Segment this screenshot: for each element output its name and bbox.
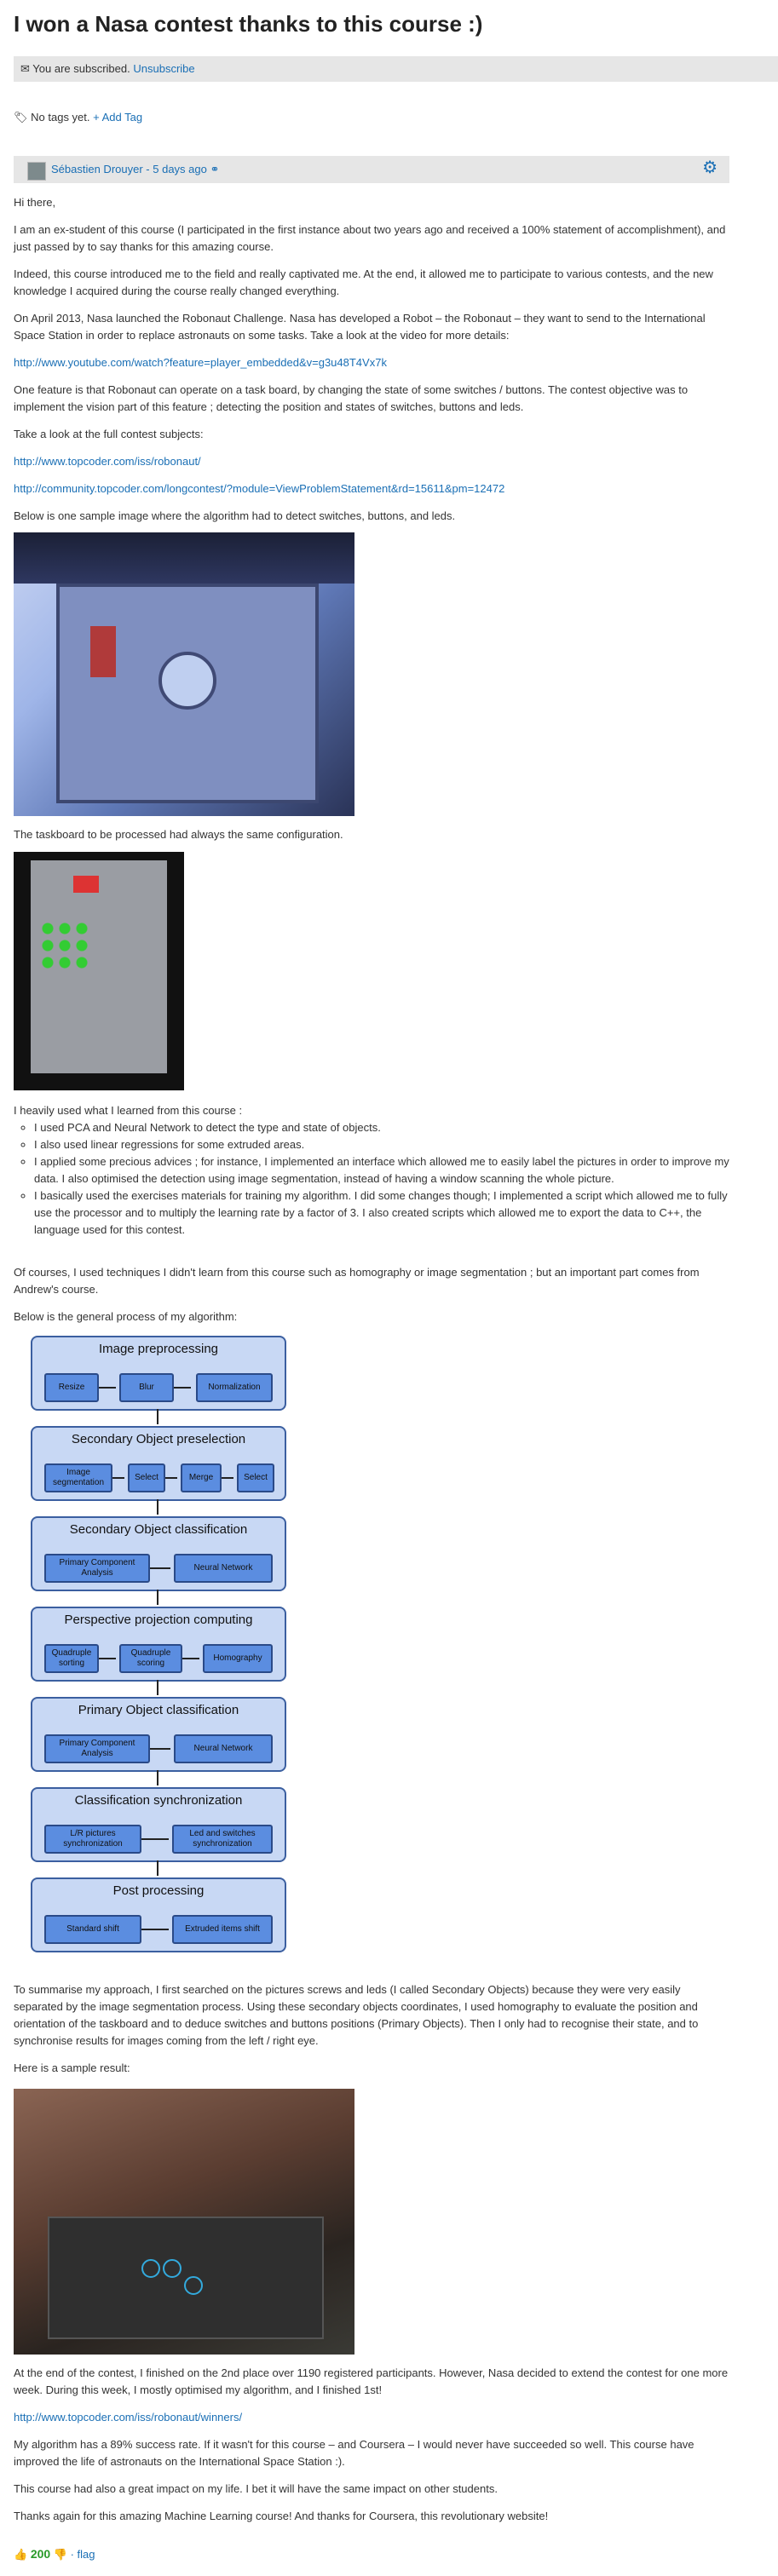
paragraph: Take a look at the full contest subjects: [14,428,204,440]
diagram-stage [31,1697,286,1772]
stage-box: Resize [44,1373,99,1402]
diagram-stage [31,1877,286,1952]
vote-count: 200 [30,2547,51,2561]
paragraph: Below is one sample image where the algorithm had to detect switches, buttons, and leds. [14,509,456,522]
stage-title: Post processing [112,1883,205,1898]
post-time-link[interactable]: 5 days ago [153,163,207,175]
stage-box: Normalization [196,1373,273,1402]
stage-box: Neural Network [174,1554,273,1583]
paragraph: Of courses, I used techniques I didn't learn from this course such as homography or image segmentation ; but an important part comes from Andrew's course. [14,1266,700,1296]
diagram-stage [31,1607,286,1682]
stage-title: Secondary Object classification [69,1522,248,1537]
stage-title: Classification synchronization [74,1793,243,1808]
stage-box: Led and switches synchronization [172,1825,273,1854]
subscription-text: You are subscribed. [32,62,130,75]
stage-title: Image preprocessing [98,1342,219,1356]
post-body [14,194,729,535]
stage-box: Quadruple sorting [44,1644,99,1673]
diagram-stage [31,1336,286,1411]
stage-box: Primary Component Analysis [44,1734,150,1763]
page-title: I won a Nasa contest thanks to this course :) [14,11,483,37]
stage-title: Primary Object classification [78,1703,239,1717]
stage-box: Select [128,1463,165,1492]
upvote-icon[interactable]: 👍 [14,2548,28,2561]
list-item: ◦ I basically used the exercises materials for training my algorithm. I did some changes though; I implemented a script which allowed me to fully use the processor and to multiply the learning rate by a factor of 3. I also created scripts which allowed me to export the data to C++, the language used for this contest. [34,1187,729,1239]
paragraph: Indeed, this course introduced me to the field and really captivated me. At the end, it allowed me to participate to various contests, and the new knowledge I acquired during the course really changed everything. [14,267,713,297]
paragraph: The taskboard to be processed had always the same configuration. [14,828,343,841]
stage-box: Primary Component Analysis [44,1554,150,1583]
list-item: ◦ I applied some precious advices ; for instance, I implemented an interface which allowed me to easily label the pictures in order to improve my data. I also optimised the detection using image segmentation, instead of having a window scanning the whole picture. [34,1153,729,1187]
stage-title: Perspective projection computing [64,1613,253,1627]
downvote-icon[interactable]: 👎 [53,2548,67,2561]
flag-link[interactable]: · flag [70,2548,95,2561]
unsubscribe-link[interactable]: Unsubscribe [133,62,195,75]
greeting: Hi there, [14,196,56,209]
diagram-stage [31,1516,286,1591]
tag-icon: 🏷 [14,111,28,124]
stage-box: Select [237,1463,274,1492]
subscription-bar [14,56,778,82]
stage-box: Image segmentation [44,1463,112,1492]
process-diagram [31,1336,286,1975]
author-link[interactable]: Sébastien Drouyer [51,163,143,175]
topcoder-link[interactable]: http://www.topcoder.com/iss/robonaut/ [14,455,201,468]
paragraph: My algorithm has a 89% success rate. If it wasn't for this course – and Coursera – I would never have succeeded so well. This course have improved the life of astronauts on the International Space Station :). [14,2438,694,2468]
learned-list [14,1119,729,1239]
paragraph: Thanks again for this amazing Machine Learning course! And thanks for Coursera, this revolutionary website! [14,2510,549,2522]
gear-icon[interactable]: ⚙ [702,158,717,177]
stage-box: Quadruple scoring [119,1644,182,1673]
post-body-3 [14,1981,729,2087]
stage-box: Homography [203,1644,273,1673]
taskboard-image [14,852,184,1090]
paragraph: On April 2013, Nasa launched the Robonaut Challenge. Nasa has developed a Robot – the Robonaut – they want to send to the International Space Station in order to replace astronauts on some tasks. Take a look at the video for more details: [14,312,706,342]
post-body-2 [14,1264,729,1336]
list-intro: I heavily used what I learned from this course : [14,1104,243,1117]
paragraph: Here is a sample result: [14,2061,130,2074]
sample-result-image [14,2089,354,2355]
stage-box: Blur [119,1373,174,1402]
envelope-icon: ✉ [20,62,30,75]
stage-box: Standard shift [44,1915,141,1944]
stage-box: Neural Network [174,1734,273,1763]
paragraph: Below is the general process of my algorithm: [14,1310,238,1323]
tags-bar [14,109,142,126]
no-tags-text: No tags yet. [31,111,90,124]
list-item: ◦ I also used linear regressions for some extruded areas. [34,1136,729,1153]
paragraph: To summarise my approach, I first searched on the pictures screws and leds (I called Secondary Objects) because they were very easily separated by the image segmentation process. Using these secondary objects coordinates, I used homography to evaluate the position and orientation of the taskboard and to deduce switches and buttons positions (Primary Objects). Then I only had to recognise their state, and to synchronise results for images coming from the left / right eye. [14,1983,699,2047]
stage-box: Extruded items shift [172,1915,273,1944]
diagram-stage [31,1787,286,1862]
post-body-4 [14,2365,729,2535]
diagram-stage [31,1426,286,1501]
video-link[interactable]: http://www.youtube.com/watch?feature=player_embedded&v=g3u48T4Vx7k [14,356,387,369]
winners-link[interactable]: http://www.topcoder.com/iss/robonaut/winners/ [14,2411,243,2424]
author-line: Sébastien Drouyer - 5 days ago ⚭ [51,163,220,175]
paragraph: At the end of the contest, I finished on the 2nd place over 1190 registered participants. However, Nasa decided to extend the contest for one more week. During this week, I mostly optimised my algorithm, and I finished 1st! [14,2366,729,2396]
sample-image [14,532,354,816]
list-item: ◦ I used PCA and Neural Network to detect the type and state of objects. [34,1119,729,1136]
community-link[interactable]: http://community.topcoder.com/longcontest/?module=ViewProblemStatement&rd=15611&pm=12472 [14,482,505,495]
paragraph: This course had also a great impact on my life. I bet it will have the same impact on other students. [14,2482,498,2495]
paragraph: One feature is that Robonaut can operate on a task board, by changing the state of some switches / buttons. The contest objective was to implement the vision part of this feature ; detecting the position and states of switches, buttons and leds. [14,383,689,413]
add-tag-link[interactable]: + Add Tag [93,111,143,124]
vote-bar [14,2545,95,2563]
stage-box: Merge [181,1463,222,1492]
stage-title: Secondary Object preselection [71,1432,246,1446]
stage-box: L/R pictures synchronization [44,1825,141,1854]
paragraph: I am an ex-student of this course (I participated in the first instance about two years ago and received a 100% statement of accomplishment), and just passed by to say thanks for this amazing course. [14,223,726,253]
post-header [14,156,729,183]
avatar[interactable] [27,162,46,181]
permalink-icon[interactable]: ⚭ [210,163,220,175]
